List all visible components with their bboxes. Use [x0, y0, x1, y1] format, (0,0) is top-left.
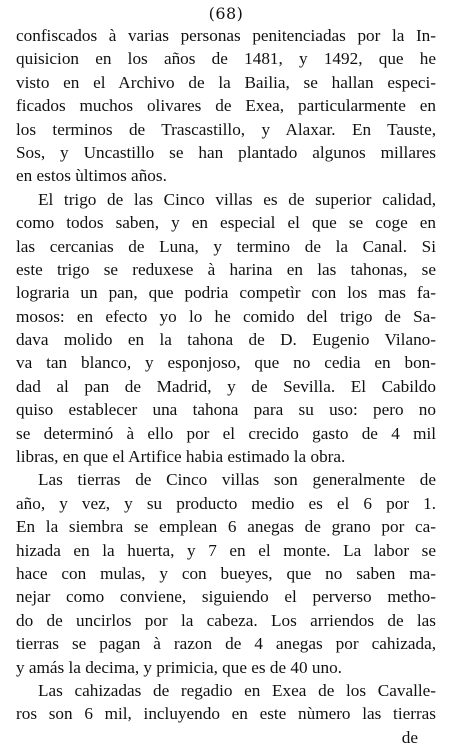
text-line: nejar como conviene, siguiendo el perverso metho-: [16, 587, 436, 607]
catchword: de: [401, 727, 418, 747]
text-line: los terminos de Trascastillo, y Alaxar. En Tauste,: [16, 119, 436, 139]
text-line: quisicion en los años de 1481, y 1492, que he: [16, 49, 436, 69]
text-line: ros son 6 mil, incluyendo en este nùmero las tierras: [16, 704, 436, 724]
text-line: en estos ùltimos años.: [16, 166, 167, 186]
body-text: [16, 24, 436, 726]
text-line: lograria un pan, que podria competìr con los mas fa-: [16, 283, 436, 303]
text-line: confiscados à varias personas penitenciadas por la In-: [16, 26, 436, 45]
text-line: tierras se pagan à razon de 4 anegas por cahizada,: [16, 634, 436, 654]
text-line: como todos saben, y en especial el que se coge en: [16, 213, 436, 233]
text-line: quiso establecer una tahona para su uso: pero no: [16, 400, 436, 420]
text-line: va tan blanco, y esponjoso, que no cedia en bon-: [16, 353, 436, 373]
text-line: do de uncirlos por la cabeza. Los arriendos de las: [16, 610, 436, 630]
text-line: hizada en la huerta, y 7 en el monte. La labor se: [16, 540, 436, 560]
text-line: En la siembra se emplean 6 anegas de grano por ca-: [16, 517, 436, 537]
text-line: hace con mulas, y con bueyes, que no saben ma-: [16, 563, 436, 583]
text-line: El trigo de las Cinco villas es de superior calidad,: [38, 189, 436, 209]
text-line: visto en el Archivo de la Bailia, se hallan especi-: [16, 72, 436, 92]
text-line: y amás la decima, y primicia, que es de 40 uno.: [16, 657, 342, 677]
text-line: Las tierras de Cinco villas son generalmente de: [38, 470, 436, 490]
text-line: libras, en que el Artifice habia estimado la obra.: [16, 447, 346, 467]
text-line: Sos, y Uncastillo se han plantado algunos millares: [16, 142, 436, 162]
text-line: ficados muchos olivares de Exea, particularmente en: [16, 96, 436, 116]
text-line: se determinó à ello por el crecido gasto de 4 mil: [16, 423, 436, 443]
text-line: dava molido en la tahona de D. Eugenio Vilano-: [16, 330, 436, 350]
text-line: Las cahizadas de regadio en Exea de los Cavalle-: [38, 680, 436, 700]
text-line: mosos: en efecto yo lo he comido del trigo de Sa-: [16, 306, 436, 326]
text-line: las cercanias de Luna, y termino de la Canal. Si: [16, 236, 436, 256]
text-line: dad al pan de Madrid, y de Sevilla. El Cabildo: [16, 376, 436, 396]
page-number: (68): [208, 4, 244, 23]
text-line: año, y vez, y su producto medio es el 6 por 1.: [16, 493, 436, 513]
text-line: este trigo se reduxese à harina en las tahonas, se: [16, 259, 436, 279]
